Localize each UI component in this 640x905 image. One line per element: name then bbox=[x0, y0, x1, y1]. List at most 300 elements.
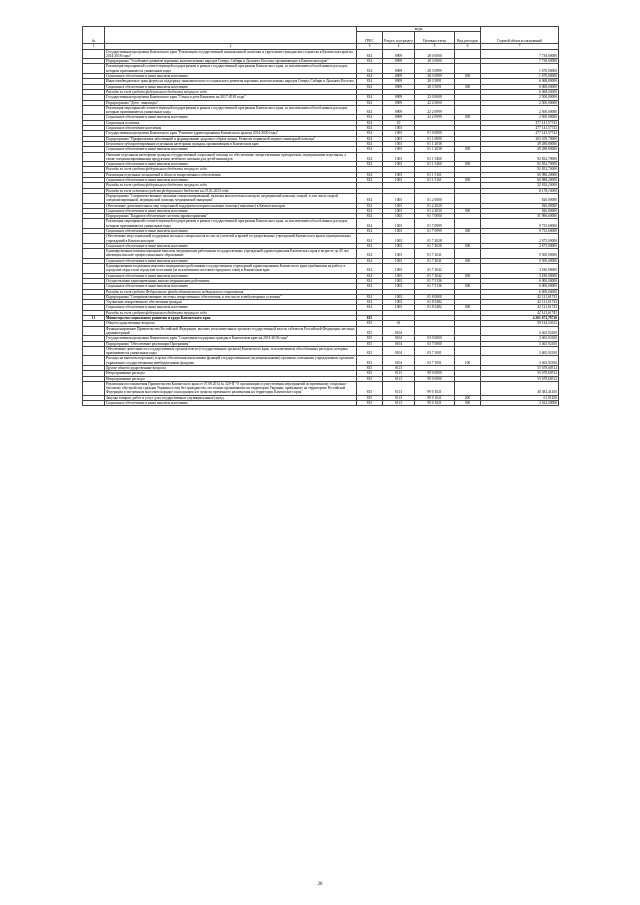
row-type bbox=[455, 193, 481, 203]
row-no bbox=[83, 152, 105, 162]
row-sum: 6 068,00000 bbox=[481, 89, 559, 94]
table-row bbox=[83, 152, 559, 162]
row-type bbox=[455, 105, 481, 115]
row-grbs: 815 bbox=[357, 321, 383, 326]
table-row bbox=[83, 64, 559, 74]
row-name: Иные межбюджетные трансферты на поддержку экономического и социального развития коренных малочисленных народов Севера, Сибири и Дальнего Востока bbox=[105, 79, 357, 84]
row-target: 28 0 0000 bbox=[415, 49, 455, 59]
row-razdel: 1003 bbox=[383, 249, 415, 259]
row-name: Общегосударственные вопросы bbox=[105, 321, 357, 326]
row-sum: 92 832,70000 bbox=[481, 152, 559, 162]
row-target: 01 1 5460 bbox=[415, 162, 455, 167]
row-no bbox=[83, 193, 105, 203]
row-grbs: 814 bbox=[357, 208, 383, 213]
colnum-1: 1 bbox=[83, 44, 105, 49]
row-grbs: 815 bbox=[357, 316, 383, 321]
row-target: 03 0 0000 bbox=[415, 336, 455, 341]
row-type: 300 bbox=[455, 284, 481, 289]
row-name: Бесплатное зубопротезирование отдельным категориям граждан, проживающим в Камчатском крае bbox=[105, 141, 357, 146]
row-razdel: 0909 bbox=[383, 105, 415, 115]
row-sum: 2 500,00000 bbox=[481, 115, 559, 120]
row-target: 01 7 2028 bbox=[415, 234, 455, 244]
row-name: Государственная программа Камчатского края "Развитие здравоохранения Камчатского края на 2014-2020 годы" bbox=[105, 131, 357, 136]
table-row bbox=[83, 193, 559, 203]
row-no bbox=[83, 346, 105, 356]
row-razdel: 0104 bbox=[383, 341, 415, 346]
row-grbs: 815 bbox=[357, 401, 383, 406]
header-codes: коды bbox=[357, 27, 481, 32]
row-name: Расходы за счет средств федерального бюджета текущего года bbox=[105, 167, 357, 172]
row-grbs: 815 bbox=[357, 371, 383, 376]
row-name: Подпрограмма "Совершенствование оказания специализированной, включая высокотехнологичную, медицинской помощи, скорой, в том числе скорой специализированной, медицинской помощи, медицинской эвакуации" bbox=[105, 193, 357, 203]
table-row bbox=[83, 105, 559, 115]
row-target: 28 3 0999 bbox=[415, 74, 455, 79]
row-type: 300 bbox=[455, 178, 481, 183]
row-grbs: 815 bbox=[357, 366, 383, 371]
header-row-1 bbox=[83, 27, 559, 32]
row-razdel: 1003 bbox=[383, 219, 415, 229]
row-target: 01 7 0999 bbox=[415, 219, 455, 229]
row-sum: 203 109,70000 bbox=[481, 136, 559, 141]
row-razdel: 0104 bbox=[383, 356, 415, 366]
row-type bbox=[455, 219, 481, 229]
row-name: Социальное обеспечение и иные выплаты населению bbox=[105, 228, 357, 233]
row-grbs: 814 bbox=[357, 264, 383, 274]
row-grbs: 814 bbox=[357, 273, 383, 278]
row-type: 300 bbox=[455, 401, 481, 406]
row-name: Социальное обеспечение и иные выплаты населению bbox=[105, 273, 357, 278]
row-razdel: 1003 bbox=[383, 294, 415, 299]
row-grbs: 814 bbox=[357, 243, 383, 248]
row-type: 300 bbox=[455, 258, 481, 263]
row-type bbox=[455, 326, 481, 336]
row-name: Подпрограмма "Дети - инвалиды" bbox=[105, 100, 357, 105]
row-razdel: 1003 bbox=[383, 172, 415, 177]
row-sum: 2 500,00000 bbox=[481, 105, 559, 115]
row-name: Осуществление единовременных выплат медицинским работникам bbox=[105, 278, 357, 283]
table-row bbox=[83, 326, 559, 336]
row-grbs: 814 bbox=[357, 305, 383, 310]
row-grbs: 814 bbox=[357, 300, 383, 305]
row-grbs: 814 bbox=[357, 234, 383, 244]
row-name: Реализация мероприятий соответствующей подпрограммы в рамках государственной программы Камчатского края, за исключением обособленных расходов, которым присваиваются уникальные коды bbox=[105, 219, 357, 229]
row-target: 01 8 5482 bbox=[415, 300, 455, 305]
row-grbs: 814 bbox=[357, 228, 383, 233]
row-razdel: 1003 bbox=[383, 193, 415, 203]
table-row bbox=[83, 249, 559, 259]
row-name: Министерство социального развития и труда Камчатского края bbox=[105, 316, 357, 321]
row-grbs: 814 bbox=[357, 147, 383, 152]
row-target: 01 7 0000 bbox=[415, 214, 455, 219]
row-razdel: 0909 bbox=[383, 84, 415, 89]
row-type bbox=[455, 264, 481, 274]
row-type: 300 bbox=[455, 84, 481, 89]
row-sum: 6 068,00000 bbox=[481, 79, 559, 84]
row-name: Расходы за счет остатков средств федерального бюджета на 01.01.2015 года bbox=[105, 188, 357, 193]
row-target: 01 7 5136 bbox=[415, 284, 455, 289]
row-target: 01 7 2028 bbox=[415, 243, 455, 248]
row-name: Социальное обеспечение и иные выплаты населению bbox=[105, 243, 357, 248]
row-name: Другие общегосударственные вопросы bbox=[105, 366, 357, 371]
row-grbs: 814 bbox=[357, 294, 383, 299]
row-target: 22 2 0999 bbox=[415, 115, 455, 120]
row-grbs: 815 bbox=[357, 326, 383, 336]
row-sum: 31 096,60000 bbox=[481, 214, 559, 219]
row-type: 100 bbox=[455, 356, 481, 366]
colnum-4: 4 bbox=[383, 44, 415, 49]
row-sum: 49 288,80000 bbox=[481, 141, 559, 146]
row-name: Государственная программа Камчатского края "Реализация государственной национальной политики и укрепление гражданского единства в Камчатском крае на 2014-2018 годы" bbox=[105, 49, 357, 59]
row-name: Социальное обеспечение и иные выплаты населению bbox=[105, 178, 357, 183]
row-target: 22 2 0999 bbox=[415, 105, 455, 115]
row-sum: 2 500,00000 bbox=[481, 100, 559, 105]
row-razdel: 1003 bbox=[383, 264, 415, 274]
row-name: Реализация отдельных полномочий в области лекарственного обеспечения bbox=[105, 172, 357, 177]
row-target: 03 7 0000 bbox=[415, 341, 455, 346]
row-razdel: 0909 bbox=[383, 95, 415, 100]
row-target: 22 2 0000 bbox=[415, 100, 455, 105]
row-no bbox=[83, 64, 105, 74]
row-razdel: 1003 bbox=[383, 178, 415, 183]
row-razdel: 1003 bbox=[383, 228, 415, 233]
row-razdel: 0909 bbox=[383, 59, 415, 64]
row-razdel: 1003 bbox=[383, 243, 415, 248]
header-grbs: ГРБС bbox=[357, 32, 383, 44]
row-sum: 3 180,00000 bbox=[481, 273, 559, 278]
row-grbs: 814 bbox=[357, 214, 383, 219]
colnum-5: 5 bbox=[415, 44, 455, 49]
colnum-7: 7 bbox=[481, 44, 559, 49]
row-grbs: 814 bbox=[357, 79, 383, 84]
row-target: 01 1 2038 bbox=[415, 141, 455, 146]
row-no bbox=[83, 234, 105, 244]
colnum-6: 6 bbox=[455, 44, 481, 49]
row-name: Социальное обеспечение и иные выплаты населению bbox=[105, 115, 357, 120]
header-target: Целевая статья bbox=[415, 32, 455, 44]
row-razdel: 1003 bbox=[383, 136, 415, 141]
row-grbs: 814 bbox=[357, 126, 383, 131]
row-name: Социальное обеспечение и иные выплаты населению bbox=[105, 74, 357, 79]
row-grbs: 815 bbox=[357, 336, 383, 341]
row-razdel: 1003 bbox=[383, 126, 415, 131]
row-target: 28 3 5091 bbox=[415, 84, 455, 89]
row-target: 01 2 2020 bbox=[415, 203, 455, 208]
row-grbs: 815 bbox=[357, 376, 383, 381]
row-target: 99 0 0000 bbox=[415, 371, 455, 376]
row-sum: 2 675,00000 bbox=[481, 243, 559, 248]
row-sum: 820,00000 bbox=[481, 193, 559, 203]
row-sum: 6 000,00000 bbox=[481, 284, 559, 289]
row-sum: 9 500,00000 bbox=[481, 249, 559, 259]
row-grbs: 814 bbox=[357, 258, 383, 263]
row-razdel: 1003 bbox=[383, 284, 415, 289]
row-sum: 277 141,57743 bbox=[481, 131, 559, 136]
table-row bbox=[83, 219, 559, 229]
row-target: 99 0 1021 bbox=[415, 401, 455, 406]
row-target: 01 0 0000 bbox=[415, 131, 455, 136]
row-name: Реализация мероприятий соответствующей подпрограммы в рамках государственной программы Камчатского края, за исключением обособленных расходов, которым присваиваются уникальные коды bbox=[105, 105, 357, 115]
row-razdel: 1003 bbox=[383, 131, 415, 136]
row-razdel: 1003 bbox=[383, 273, 415, 278]
row-sum: 42 121,61743 bbox=[481, 310, 559, 315]
row-razdel: 0104 bbox=[383, 336, 415, 341]
row-grbs: 814 bbox=[357, 219, 383, 229]
row-name: Социальное обеспечение и иные выплаты населению bbox=[105, 305, 357, 310]
row-name: Государственная программа Камчатского края "Семья и дети Камчатки на 2017-2018 годы" bbox=[105, 95, 357, 100]
row-grbs: 814 bbox=[357, 162, 383, 167]
row-grbs: 814 bbox=[357, 193, 383, 203]
row-target: 01 1 5460 bbox=[415, 152, 455, 162]
row-razdel: 0113 bbox=[383, 366, 415, 371]
row-razdel: 0113 bbox=[383, 381, 415, 395]
header-no: № bbox=[83, 27, 105, 44]
row-grbs: 814 bbox=[357, 74, 383, 79]
row-name: Социальная политика bbox=[105, 120, 357, 125]
colnum-3: 3 bbox=[357, 44, 383, 49]
table-row bbox=[83, 401, 559, 406]
row-razdel: 0909 bbox=[383, 64, 415, 74]
row-grbs: 814 bbox=[357, 136, 383, 141]
row-name: Реализация постановления Правительства Камчатского края от 07.08.2014 № 329-П "О организации осуществления мероприятий по временному социально-бытовому обустройству граждан Украины и лиц без гражданства, постоянно проживавших на территории Украины, прибывших на территорию Российской Федерации в экстренном массовом порядке и находящихся в пунктах временного размещения на территории Камчатского края" bbox=[105, 381, 357, 395]
header-annual: Годовой объем ассигнований bbox=[481, 27, 559, 44]
row-razdel: 1003 bbox=[383, 203, 415, 208]
row-target: 22 0 0000 bbox=[415, 95, 455, 100]
row-sum: 820,00000 bbox=[481, 208, 559, 213]
row-no bbox=[83, 326, 105, 336]
row-name: Государственная программа Камчатского края "Социальная поддержка граждан в Камчатском крае на 2014-2018 годы" bbox=[105, 336, 357, 341]
row-no: 13 bbox=[83, 316, 105, 321]
row-razdel: 0909 bbox=[383, 100, 415, 105]
row-name: Единовременные компенсационные выплаты медицинским работникам государственных учреждений здравоохранения Камчатского края в возрасте до 45 лет, имеющим высшее профессиональное образование bbox=[105, 249, 357, 259]
row-sum: 55 678,60512 bbox=[481, 371, 559, 376]
row-target: 01 7 2042 bbox=[415, 273, 455, 278]
row-target: 99 0 1021 bbox=[415, 395, 455, 400]
row-target: 01 1 5161 bbox=[415, 178, 455, 183]
header-razdel: Раздел, под-раздел bbox=[383, 32, 415, 44]
row-razdel: 0113 bbox=[383, 376, 415, 381]
row-razdel: 1003 bbox=[383, 141, 415, 146]
row-no bbox=[83, 356, 105, 366]
row-no bbox=[83, 49, 105, 59]
row-name: Функционирование Правительства Российской Федерации, высших исполнительных органов государственной власти субъектов Российской Федерации, местных администраций bbox=[106, 326, 355, 335]
row-sum: 2 675,00000 bbox=[481, 234, 559, 244]
header-type: Вид расходов bbox=[455, 32, 481, 44]
header-name bbox=[105, 27, 357, 44]
row-grbs: 814 bbox=[357, 284, 383, 289]
row-no bbox=[83, 381, 105, 395]
row-name: Непрограммные расходы bbox=[105, 371, 357, 376]
row-sum: 60 988,20000 bbox=[481, 178, 559, 183]
row-razdel: 1003 bbox=[383, 152, 415, 162]
row-target: 01 8 5482 bbox=[415, 305, 455, 310]
row-razdel: 1003 bbox=[383, 162, 415, 167]
table-row bbox=[83, 49, 559, 59]
row-sum: 4 201 672,78716 bbox=[481, 316, 559, 321]
budget-table bbox=[82, 26, 559, 406]
row-razdel: 1003 bbox=[383, 147, 415, 152]
row-grbs: 814 bbox=[357, 120, 383, 125]
row-sum: 1 670,00000 bbox=[481, 64, 559, 74]
row-sum: 59 144,52612 bbox=[481, 321, 559, 326]
row-sum: 7 738,00000 bbox=[481, 59, 559, 64]
row-name: Улучшение лекарственного обеспечения граждан bbox=[105, 300, 357, 305]
row-grbs: 815 bbox=[357, 346, 383, 356]
row-grbs: 814 bbox=[357, 249, 383, 259]
row-grbs: 814 bbox=[357, 203, 383, 208]
row-no bbox=[83, 219, 105, 229]
row-name: Расходы за счет средств федерального бюджета текущего года bbox=[105, 183, 357, 188]
row-grbs: 814 bbox=[357, 152, 383, 162]
row-name: Закупка товаров, работ и услуг для государственных (муниципальных) нужд bbox=[105, 395, 357, 400]
row-name: Социальное обеспечение и иные выплаты населению bbox=[105, 147, 357, 152]
row-type bbox=[455, 234, 481, 244]
row-name: Подпрограмма "Обеспечение реализации Программы" bbox=[105, 341, 357, 346]
row-sum: 6 068,00000 bbox=[481, 84, 559, 89]
row-name: Непрограммные расходы bbox=[105, 376, 357, 381]
row-razdel: 0113 bbox=[383, 371, 415, 376]
row-razdel: 1003 bbox=[383, 234, 415, 244]
row-sum: 6 000,00000 bbox=[481, 289, 559, 294]
row-no bbox=[83, 249, 105, 259]
row-grbs: 814 bbox=[357, 64, 383, 74]
row-name: Подпрограмма "Профилактика заболеваний и формирование здорового образа жизни. Развитие первичной медико-санитарной помощи" bbox=[105, 136, 357, 141]
page-number: 26 bbox=[317, 882, 323, 887]
row-no bbox=[83, 105, 105, 115]
row-razdel: 0909 bbox=[383, 115, 415, 120]
row-sum: 3 465,92100 bbox=[481, 326, 559, 336]
row-target: 01 7 5136 bbox=[415, 278, 455, 283]
row-type: 300 bbox=[455, 243, 481, 248]
row-sum: 277 141,57743 bbox=[481, 120, 559, 125]
row-sum: 3 622,50000 bbox=[481, 401, 559, 406]
row-type bbox=[455, 381, 481, 395]
row-name: Подпрограмма "Совершенствование системы лекарственного обеспечения, в том числе в амбулаторных условиях" bbox=[105, 294, 357, 299]
row-grbs: 814 bbox=[357, 115, 383, 120]
row-razdel: 0104 bbox=[383, 346, 415, 356]
row-sum: 55 678,60512 bbox=[481, 376, 559, 381]
row-grbs: 815 bbox=[357, 356, 383, 366]
row-sum: 3 465,92100 bbox=[481, 336, 559, 341]
row-sum: 3 465,92100 bbox=[481, 356, 559, 366]
row-razdel: 0113 bbox=[383, 395, 415, 400]
row-name: Расходы за счет средств Федерального фонда обязательного медицинского страхования bbox=[105, 289, 357, 294]
row-grbs: 814 bbox=[357, 59, 383, 64]
row-target: 03 7 1001 bbox=[415, 356, 455, 366]
row-name: Подпрограмма "Устойчивое развитие коренных малочисленных народов Севера, Сибири и Дальнего Востока, проживающих в Камчатском крае" bbox=[105, 59, 357, 64]
table-row bbox=[83, 356, 559, 366]
row-no bbox=[83, 401, 105, 406]
row-name: Обеспечение дополнительных мер социальной поддержки которым оказание помощи (заявление) в Камчатском крае bbox=[105, 203, 357, 208]
row-target: 28 3 5091 bbox=[415, 79, 455, 84]
row-razdel: 1003 bbox=[383, 208, 415, 213]
row-sum: 1 670,00000 bbox=[481, 74, 559, 79]
row-target: 01 2 0000 bbox=[415, 193, 455, 203]
row-target: 28 3 0999 bbox=[415, 64, 455, 74]
row-target: 99 0 1021 bbox=[415, 381, 455, 395]
row-name: Социальное обеспечение и иные выплаты населению bbox=[105, 258, 357, 263]
row-grbs: 814 bbox=[357, 49, 383, 59]
table-row bbox=[83, 264, 559, 274]
row-razdel: 1003 bbox=[383, 258, 415, 263]
row-type bbox=[455, 346, 481, 356]
row-sum: 9 735,60000 bbox=[481, 228, 559, 233]
row-sum: 9 735,60000 bbox=[481, 219, 559, 229]
row-type bbox=[455, 152, 481, 162]
row-name: Подпрограмма "Кадровое обеспечение системы здравоохранения" bbox=[105, 214, 357, 219]
row-razdel: 0909 bbox=[383, 74, 415, 79]
row-name: Социальное обеспечение и иные выплаты населению bbox=[105, 401, 357, 406]
row-name: Единовременные подъемные выплаты медицинским работникам государственных учреждений здравоохранения Камчатского края, прибывшим на работу в городские округа или городские поселения (за исключением поселков городского типа) в Камчатском крае bbox=[105, 264, 357, 274]
row-target: 01 7 2041 bbox=[415, 258, 455, 263]
table-row bbox=[83, 234, 559, 244]
row-razdel: 10 bbox=[383, 120, 415, 125]
row-name: Реализация мероприятий соответствующей подпрограммы в рамках государственной программы Камчатского края, за исключением обособленных расходов, которым присваиваются уникальные коды bbox=[105, 64, 357, 74]
row-grbs: 814 bbox=[357, 278, 383, 283]
row-grbs: 815 bbox=[357, 395, 383, 400]
table-row bbox=[83, 381, 559, 395]
row-name: Расходы за счет средств федерального бюджета текущего года bbox=[105, 310, 357, 315]
row-grbs: 815 bbox=[357, 381, 383, 395]
row-sum: 9 500,00000 bbox=[481, 258, 559, 263]
row-name: Расходы на выплаты персоналу в целях обеспечения выполнения функций государственными (муниципальными) органами, казенными учреждениями, органами управления государственными внебюджетными фондами bbox=[105, 356, 357, 366]
row-name: Социальное обеспечение населения bbox=[105, 126, 357, 131]
row-sum: 42 121,61743 bbox=[481, 305, 559, 310]
row-type: 300 bbox=[455, 208, 481, 213]
row-sum: 2 500,00000 bbox=[481, 95, 559, 100]
row-name: Социальное обеспечение и иные выплаты населению bbox=[105, 284, 357, 289]
row-sum: 60 988,20000 bbox=[481, 172, 559, 177]
row-razdel: 01 bbox=[383, 321, 415, 326]
row-target: 01 8 0000 bbox=[415, 294, 455, 299]
row-type: 300 bbox=[455, 228, 481, 233]
row-razdel: 1003 bbox=[383, 300, 415, 305]
row-grbs: 814 bbox=[357, 141, 383, 146]
row-type: 300 bbox=[455, 74, 481, 79]
row-grbs: 814 bbox=[357, 95, 383, 100]
row-type: 300 bbox=[455, 162, 481, 167]
row-razdel: 0104 bbox=[383, 326, 415, 336]
row-type: 300 bbox=[455, 147, 481, 152]
row-target: 01 7 2042 bbox=[415, 264, 455, 274]
row-sum: 42 121,61743 bbox=[481, 300, 559, 305]
row-sum: 55 678,60512 bbox=[481, 366, 559, 371]
row-target: 01 2 2020 bbox=[415, 208, 455, 213]
row-type bbox=[455, 64, 481, 74]
row-type bbox=[455, 249, 481, 259]
row-sum: 3 465,92100 bbox=[481, 346, 559, 356]
row-type: 300 bbox=[455, 305, 481, 310]
row-type bbox=[455, 49, 481, 59]
row-target: 03 7 1001 bbox=[415, 346, 455, 356]
row-razdel: 0909 bbox=[383, 79, 415, 84]
row-target: 01 7 2041 bbox=[415, 249, 455, 259]
row-sum: 7 738,00000 bbox=[481, 49, 559, 59]
row-name: Обеспечение мер социальной поддержки молодых специалистов из числа учителей и врачей государственных учреждений Камчатского края и муниципальных учреждений в Камчатском крае bbox=[105, 234, 357, 244]
row-no bbox=[83, 264, 105, 274]
row-razdel: 1003 bbox=[383, 278, 415, 283]
row-sum: 49 288,80000 bbox=[481, 147, 559, 152]
row-sum: 3 465,92100 bbox=[481, 341, 559, 346]
row-grbs: 814 bbox=[357, 131, 383, 136]
row-sum: 92 832,70000 bbox=[481, 167, 559, 172]
row-sum: 40 382,41450 bbox=[481, 381, 559, 395]
row-razdel: 1003 bbox=[383, 305, 415, 310]
row-target: 99 0 0000 bbox=[415, 376, 455, 381]
row-grbs: 814 bbox=[357, 172, 383, 177]
row-sum: 6 000,00000 bbox=[481, 278, 559, 283]
row-sum: 92 832,70000 bbox=[481, 162, 559, 167]
row-razdel: 0113 bbox=[383, 401, 415, 406]
